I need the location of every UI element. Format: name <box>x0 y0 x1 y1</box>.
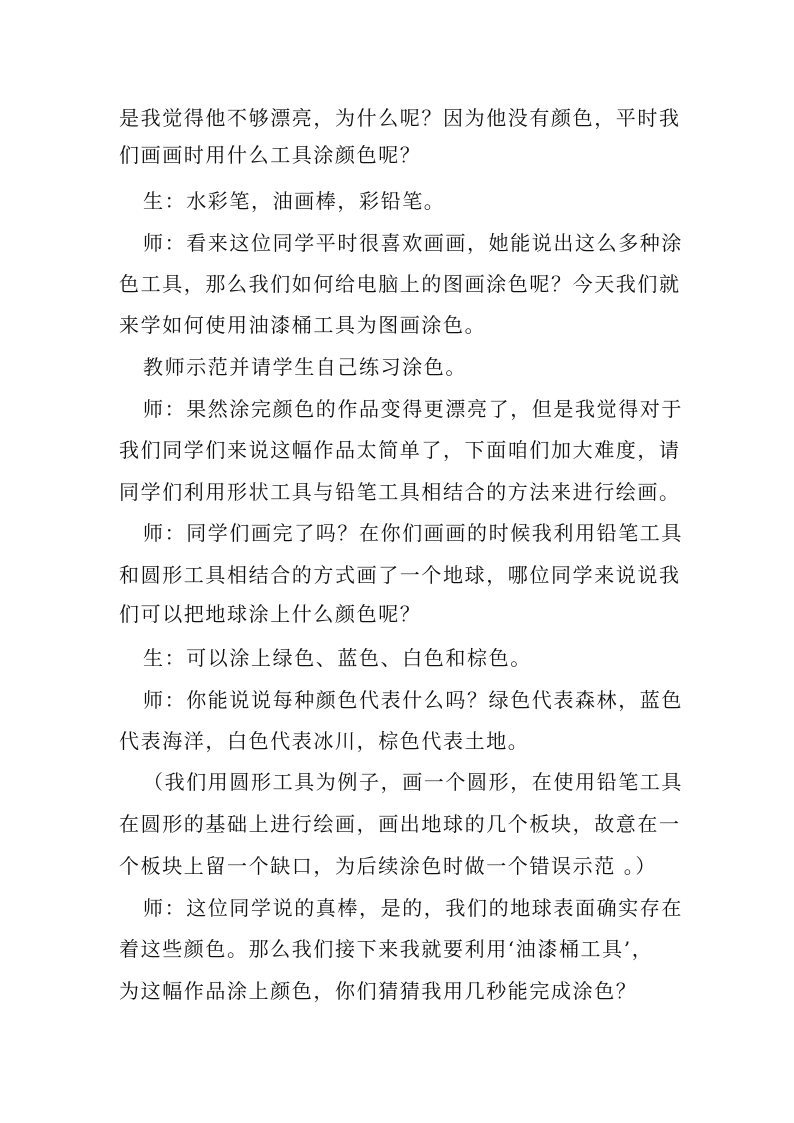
text-line: 们可以把地球涂上什么颜色呢？ <box>119 602 422 626</box>
text-line: 师：同学们画完了吗？在你们画画的时候我利用铅笔工具 <box>143 521 683 545</box>
text-line: 是我觉得他不够漂亮，为什么呢？因为他没有颜色，平时我 <box>119 106 681 130</box>
text-line: （我们用圆形工具为例子，画一个圆形，在使用铅笔工具 <box>143 770 683 794</box>
text-line: 师：果然涂完颜色的作品变得更漂亮了，但是我觉得对于 <box>143 397 683 421</box>
text-line: 来学如何使用油漆桶工具为图画涂色。 <box>119 313 487 337</box>
text-line: 为这幅作品涂上颜色，你们猜猜我用几秒能完成涂色？ <box>119 979 638 1003</box>
text-line: 生：可以涂上绿色、蓝色、白色和棕色。 <box>143 646 532 670</box>
text-line: 和圆形工具相结合的方式画了一个地球，哪位同学来说说我 <box>119 563 681 587</box>
text-line: 生：水彩笔，油画棒，彩铅笔。 <box>143 189 446 213</box>
text-line: 师：这位同学说的真棒，是的，我们的地球表面确实存在 <box>143 896 683 920</box>
text-line: 师：你能说说每种颜色代表什么吗？绿色代表森林，蓝色 <box>143 688 683 712</box>
text-line: 教师示范并请学生自己练习涂色。 <box>143 355 467 379</box>
text-line: 师：看来这位同学平时很喜欢画画，她能说出这么多种涂 <box>143 231 683 255</box>
text-line: 色工具，那么我们如何给电脑上的图画涂色呢？今天我们就 <box>119 272 681 296</box>
text-line: 们画画时用什么工具涂颜色呢？ <box>119 143 422 167</box>
text-line: 在圆形的基础上进行绘画，画出地球的几个板块，故意在一 <box>119 812 681 836</box>
text-line: 个板块上留一个缺口，为后续涂色时做一个错误示范 。） <box>119 854 657 878</box>
text-line: 代表海洋，白色代表冰川，棕色代表土地。 <box>119 729 530 753</box>
text-line: 着这些颜色。那么我们接下来我就要利用‘油漆桶工具’， <box>119 937 654 961</box>
text-line: 我们同学们来说这幅作品太简单了，下面咱们加大难度，请 <box>119 438 681 462</box>
text-line: 同学们利用形状工具与铅笔工具相结合的方法来进行绘画。 <box>119 480 681 504</box>
